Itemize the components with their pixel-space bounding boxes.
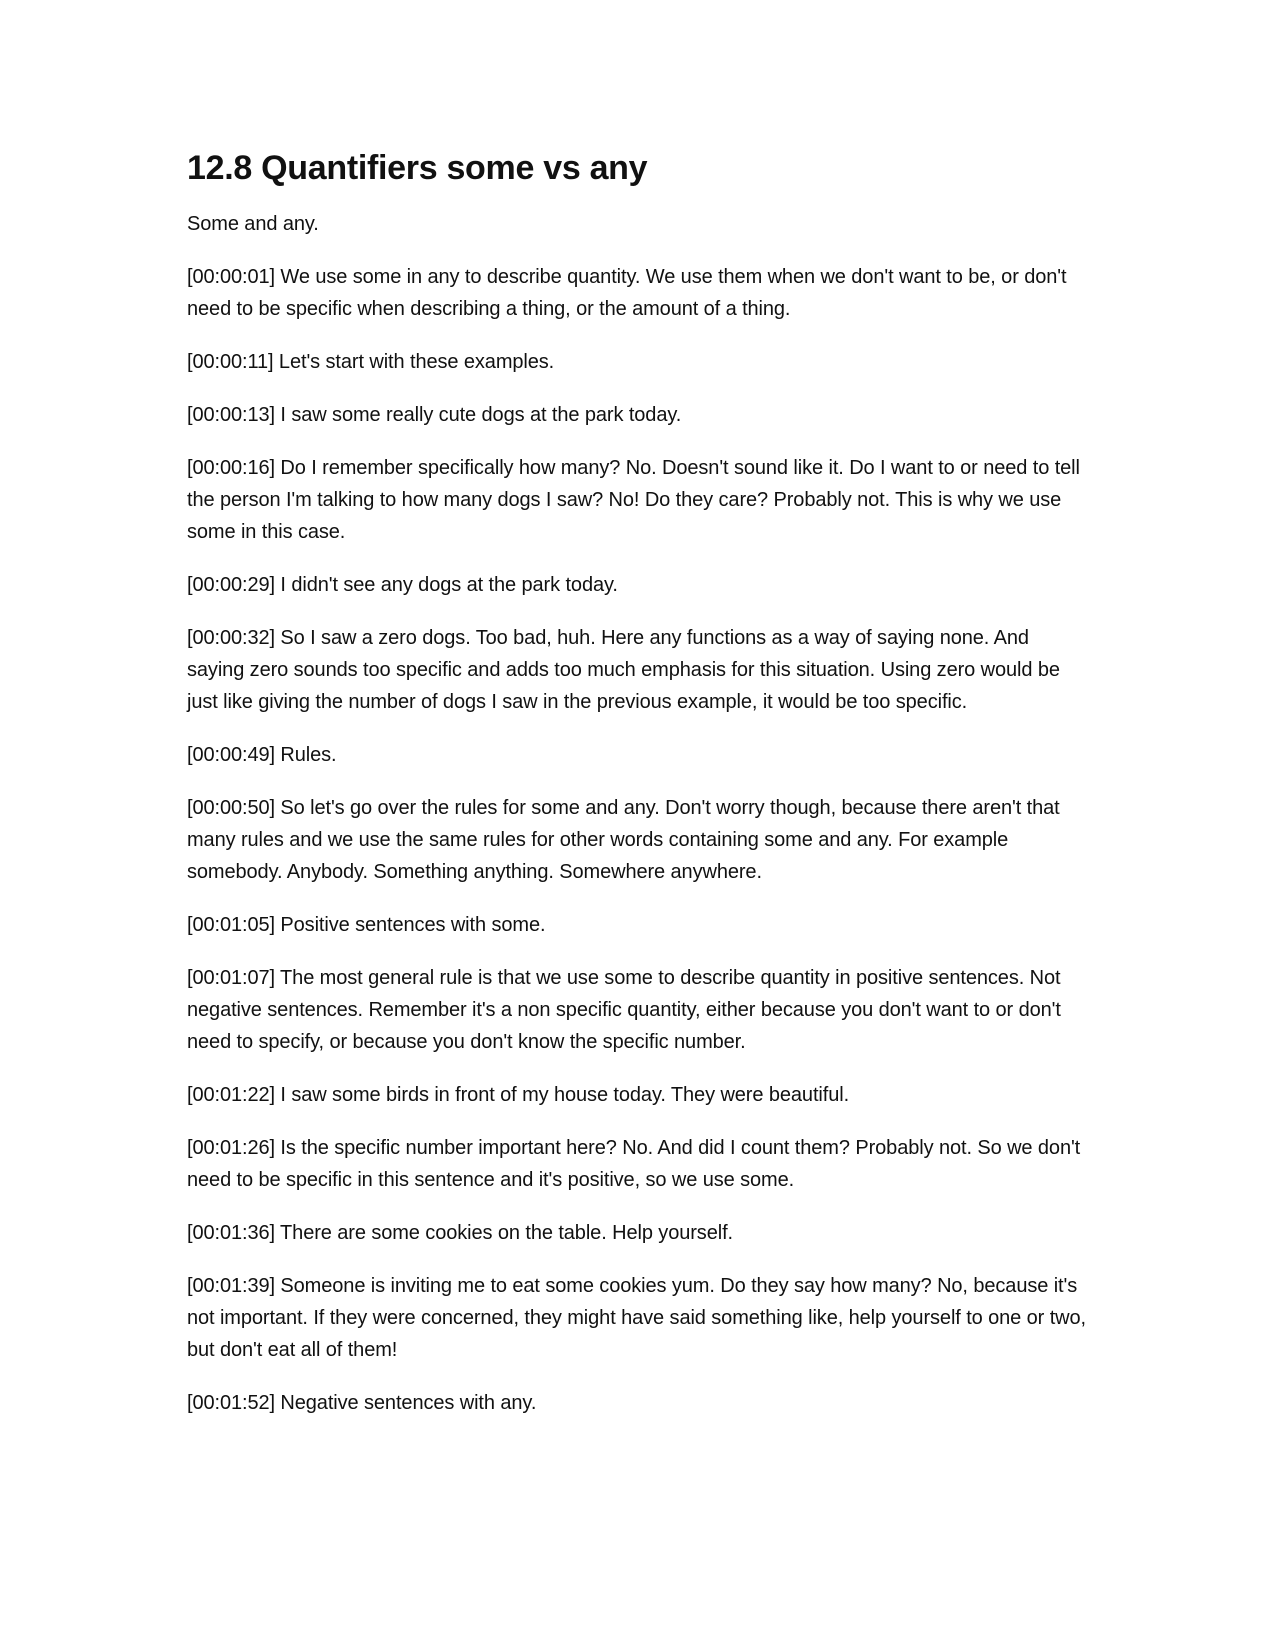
paragraph: [00:00:29] I didn't see any dogs at the park today.: [187, 574, 618, 596]
paragraph: [00:01:26] Is the specific number important here? No. And did I count them? Probably not. So we don't need to be specific in this sentence and it's positive, so we use some.: [187, 1137, 1081, 1191]
paragraph: Some and any.: [187, 213, 319, 235]
paragraph: [00:00:32] So I saw a zero dogs. Too bad, huh. Here any functions as a way of saying none. And saying zero sounds too specific and adds too much emphasis for this situation. Using zero would be just like giving the number of dogs I saw in the previous example, it would be too specific.: [187, 627, 1060, 713]
paragraph: [00:01:05] Positive sentences with some.: [187, 914, 546, 936]
paragraph: [00:01:07] The most general rule is that we use some to describe quantity in positive sentences. Not negative sentences. Remember it's a non specific quantity, either because you don't want to or don't need to specify, or because you don't know the specific number.: [187, 967, 1061, 1053]
paragraph: [00:00:50] So let's go over the rules for some and any. Don't worry though, because there aren't that many rules and we use the same rules for other words containing some and any. For example somebody. Anybody. Something anything. Somewhere anywhere.: [187, 797, 1060, 883]
paragraph: [00:00:16] Do I remember specifically how many? No. Doesn't sound like it. Do I want to or need to tell the person I'm talking to how many dogs I saw? No! Do they care? Probably not. This is why we use some in this case.: [187, 457, 1080, 543]
paragraph: [00:00:11] Let's start with these examples.: [187, 351, 555, 373]
paragraph: [00:01:39] Someone is inviting me to eat some cookies yum. Do they say how many? No, because it's not important. If they were concerned, they might have said something like, help yourself to one or two, but don't eat all of them!: [187, 1275, 1086, 1361]
document-page: [187, 148, 1087, 1440]
paragraph: [00:00:49] Rules.: [187, 744, 337, 766]
page-title: 12.8 Quantifiers some vs any: [187, 149, 648, 187]
paragraph: [00:01:52] Negative sentences with any.: [187, 1392, 537, 1414]
paragraph: [00:00:13] I saw some really cute dogs at the park today.: [187, 404, 682, 426]
paragraph: [00:00:01] We use some in any to describe quantity. We use them when we don't want to be, or don't need to be specific when describing a thing, or the amount of a thing.: [187, 266, 1067, 320]
paragraph: [00:01:22] I saw some birds in front of my house today. They were beautiful.: [187, 1084, 850, 1106]
paragraph: [00:01:36] There are some cookies on the table. Help yourself.: [187, 1222, 733, 1244]
